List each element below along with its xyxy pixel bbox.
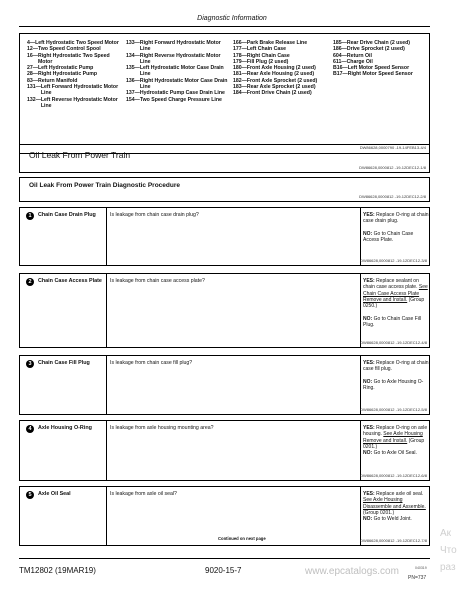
legend-item-number: 185— xyxy=(333,40,347,46)
legend-item xyxy=(126,65,230,78)
watermark: www.epcatalogs.com xyxy=(305,566,399,577)
step-chain-case-access-plate xyxy=(19,273,430,348)
legend-item-number: 28— xyxy=(27,71,38,78)
legend-item xyxy=(126,53,230,66)
legend-item-description: Fill Plug (2 used) xyxy=(246,58,289,65)
header-divider xyxy=(19,26,430,27)
legend-item-number: 181— xyxy=(233,71,247,78)
step-chain-case-drain-plug xyxy=(19,207,430,266)
legend-item-number: 132— xyxy=(27,96,41,103)
legend-item-description: Return Oil xyxy=(346,52,372,59)
procedure-ref: DW86628,0000812 -19-12DEC12-2/8 xyxy=(359,194,426,199)
legend-item-number: 178— xyxy=(233,52,247,59)
parts-column-1 xyxy=(27,40,125,109)
legend-item-number: 177— xyxy=(233,46,247,53)
parts-column-3 xyxy=(233,40,331,97)
legend-item-description: Right Hydrostatic Two Speed Motor xyxy=(37,52,110,65)
section-oil-leak xyxy=(19,144,430,173)
legend-item-number: 179— xyxy=(233,58,247,65)
legend-item-description: Rear Axle Sprocket (2 used) xyxy=(246,84,316,91)
legend-item-description: Left Motor Speed Sensor xyxy=(347,65,410,72)
legend-item-number: 131— xyxy=(27,84,41,91)
step-title: Chain Case Access Plate xyxy=(38,278,102,284)
procedure-link[interactable]: See Axle Housing Remove and Install. xyxy=(363,431,423,444)
legend-item-description: Left Hydrostatic Motor Case Drain Line xyxy=(139,65,224,78)
legend-item xyxy=(333,71,429,77)
legend-item-number: 166— xyxy=(233,40,247,46)
legend-item-description: Front Drive Chain (2 used) xyxy=(246,90,312,97)
step-question: Is leakage from axle housing mounting area? xyxy=(110,425,214,431)
step-chain-case-fill-plug xyxy=(19,355,430,415)
step-question: Is leakage from chain case fill plug? xyxy=(110,360,193,366)
legend-item-description: Two Speed Charge Pressure Line xyxy=(139,96,222,103)
legend-item-description: Left Chain Case xyxy=(246,46,287,53)
legend-item-number: 83— xyxy=(27,77,38,84)
step-answers: YES: Replace O-ring on axle housing. See Axle Housing Remove and Install. (Group 0201.) NO: Go to Axle Oil Seal. xyxy=(363,425,428,457)
legend-item-description: Left Forward Hydrostatic Motor Line xyxy=(40,84,119,97)
legend-item-description: Front Axle Housing (2 used) xyxy=(246,65,316,72)
side-watermark: Ак Что раз xyxy=(440,528,457,573)
legend-item-number: 611— xyxy=(333,58,347,65)
step-title: Axle Housing O-Ring xyxy=(38,425,92,431)
legend-item-description: Left Reverse Hydrostatic Motor Line xyxy=(40,96,118,109)
legend-item-description: Hydrostatic Pump Case Drain Line xyxy=(139,90,225,97)
legend-item-description: Park Brake Release Line xyxy=(246,40,308,46)
legend-item-description: Left Hydrostatic Pump xyxy=(37,65,94,72)
legend-item-description: Charge Oil xyxy=(346,58,373,65)
page-header-title: Diagnostic Information xyxy=(197,15,267,22)
legend-item-number: 186— xyxy=(333,46,347,53)
section-ref: DW86628,0000812 -19-12DEC12-1/8 xyxy=(359,165,426,170)
step-question: Is leakage from chain case access plate? xyxy=(110,278,205,284)
step-ref: DW86628,0000812 -19-12DEC12-6/8 xyxy=(360,473,427,478)
step-axle-housing-o-ring xyxy=(19,420,430,481)
legend-item-description: Right Hydrostatic Motor Case Drain Line xyxy=(139,77,228,91)
legend-item-description: Right Hydrostatic Pump xyxy=(37,71,98,78)
legend-item-number: 604— xyxy=(333,52,347,59)
step-ref: DW86628,0000812 -19-12DEC12-5/8 xyxy=(360,407,427,412)
legend-item xyxy=(126,97,230,103)
procedure-link[interactable]: See Axle Housing Disassemble and Assemble. xyxy=(363,497,426,510)
legend-item-number: 183— xyxy=(233,84,247,91)
legend-item xyxy=(233,90,331,96)
legend-item-number: 136— xyxy=(126,77,140,84)
procedure-link[interactable]: See Chain Case Access Plate Remove and Install. xyxy=(363,284,428,303)
step-number-badge: 4 xyxy=(26,425,34,433)
step-answers: YES: Replace O-ring at chain case fill plug. NO: Go to Axle Housing O-Ring. xyxy=(363,360,429,392)
legend-item-description: Rear Axle Housing (2 used) xyxy=(246,71,315,78)
legend-item-number: 184— xyxy=(233,90,247,97)
step-number-badge: 2 xyxy=(26,278,34,286)
footer-pn: PN=737 xyxy=(408,575,427,581)
legend-item-number: 27— xyxy=(27,65,38,72)
legend-item-number: 182— xyxy=(233,77,247,84)
section-diagnostic-procedure xyxy=(19,177,430,202)
legend-item xyxy=(27,84,125,97)
legend-item-description: Right Forward Hydrostatic Motor Line xyxy=(139,40,221,53)
legend-item-description: Drive Sprocket (2 used) xyxy=(346,46,405,53)
legend-item-number: B16— xyxy=(333,65,348,72)
step-ref: DW86628,0000812 -19-12DEC12-7/8 xyxy=(360,538,427,543)
continued-note: Continued on next page xyxy=(218,536,266,541)
legend-item-description: Rear Drive Chain (2 used) xyxy=(346,40,410,46)
legend-ref: DW86628,0000790 -19-14FEB13-4/4 xyxy=(359,145,426,150)
parts-legend xyxy=(19,33,430,154)
legend-item-number: 135— xyxy=(126,65,140,72)
step-title: Axle Oil Seal xyxy=(38,491,71,497)
legend-item-number: 137— xyxy=(126,90,140,97)
parts-column-2 xyxy=(126,40,230,103)
footer-divider xyxy=(19,558,430,559)
step-number-badge: 5 xyxy=(26,491,34,499)
legend-item-description: Right Chain Case xyxy=(246,52,290,59)
footer-date-code: 040319 xyxy=(415,566,427,570)
legend-item-description: Right Motor Speed Sensor xyxy=(347,71,413,78)
step-number-badge: 3 xyxy=(26,360,34,368)
legend-item-number: B17— xyxy=(333,71,348,78)
legend-item-number: 4— xyxy=(27,40,36,46)
footer-page-number: 9020-15-7 xyxy=(205,566,242,575)
legend-item-number: 133— xyxy=(126,40,140,46)
legend-item-description: Two Speed Control Spool xyxy=(37,46,101,53)
footer-manual-id: TM12802 (19MAR19) xyxy=(19,566,96,575)
step-question: Is leakage from axle oil seal? xyxy=(110,491,177,497)
legend-item-description: Right Reverse Hydrostatic Motor Line xyxy=(139,52,221,65)
step-title: Chain Case Drain Plug xyxy=(38,212,96,218)
step-title: Chain Case Fill Plug xyxy=(38,360,90,366)
step-question: Is leakage from chain case drain plug? xyxy=(110,212,199,218)
legend-item-description: Front Axle Sprocket (2 used) xyxy=(246,77,318,84)
legend-item-number: 134— xyxy=(126,52,140,59)
step-answers: YES: Replace axle oil seal. See Axle Housing Disassemble and Assemble. (Group 0201.) NO: Go to Weld Joint. xyxy=(363,491,426,523)
legend-item-number: 16— xyxy=(27,52,38,59)
legend-item-description: Left Hydrostatic Two Speed Motor xyxy=(35,40,119,46)
procedure-title: Oil Leak From Power Train Diagnostic Procedure xyxy=(29,182,180,189)
legend-item xyxy=(126,40,230,53)
legend-item xyxy=(27,53,125,66)
parts-column-4 xyxy=(333,40,429,78)
step-ref: DW86628,0000812 -19-12DEC12-3/8 xyxy=(360,258,427,263)
legend-item-number: 154— xyxy=(126,96,140,103)
step-answers: YES: Replace O-ring at chain case drain plug. NO: Go to Chain Case Access Plate. xyxy=(363,212,429,244)
legend-item xyxy=(27,97,125,110)
section-title: Oil Leak From Power Train xyxy=(29,150,131,160)
legend-item-description: Return Manifold xyxy=(37,77,78,84)
step-answers: YES: Replace sealant on chain case access plate. See Chain Case Access Plate Remove and Install. (Group 0250.) NO: Go to Chain Case Fill Plug. xyxy=(363,278,428,329)
step-ref: DW86628,0000812 -19-12DEC12-4/8 xyxy=(360,340,427,345)
legend-item-number: 12— xyxy=(27,46,38,53)
legend-item-number: 180— xyxy=(233,65,247,72)
step-number-badge: 1 xyxy=(26,212,34,220)
legend-item xyxy=(126,78,230,91)
